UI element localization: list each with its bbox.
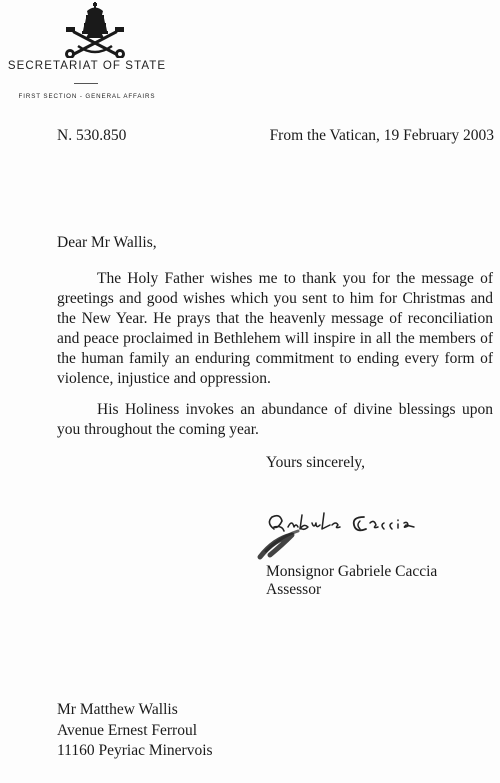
letterhead-divider <box>74 83 98 84</box>
signer-name: Monsignor Gabriele Caccia <box>266 563 438 580</box>
closing: Yours sincerely, <box>266 454 366 471</box>
organization-name: SECRETARIAT OF STATE <box>7 60 167 72</box>
body-paragraph-1: The Holy Father wishes me to thank you for the message of greetings and good wishes which you sent to him for Christmas and the New Year. He prays that the heavenly message of reconciliation and peace proclaimed in Bethlehem will inspire in all the members of the human family an enduring commitment to ending every form of violence, injustice and oppression. <box>57 270 493 387</box>
recipient-city: 11160 Peyriac Minervois <box>57 742 213 759</box>
body-paragraph-2: His Holiness invokes an abundance of divine blessings upon you throughout the coming year. <box>57 401 493 438</box>
salutation: Dear Mr Wallis, <box>57 234 157 251</box>
organization-section: FIRST SECTION - GENERAL AFFAIRS <box>18 93 156 100</box>
reference-number: N. 530.850 <box>57 127 127 144</box>
recipient-address <box>57 700 213 762</box>
dateline: From the Vatican, 19 February 2003 <box>269 127 494 144</box>
signer-title: Assessor <box>266 581 322 598</box>
recipient-name: Mr Matthew Wallis <box>57 701 178 718</box>
papal-keys-tiara-icon <box>58 2 132 58</box>
recipient-street: Avenue Ernest Ferroul <box>57 721 198 739</box>
